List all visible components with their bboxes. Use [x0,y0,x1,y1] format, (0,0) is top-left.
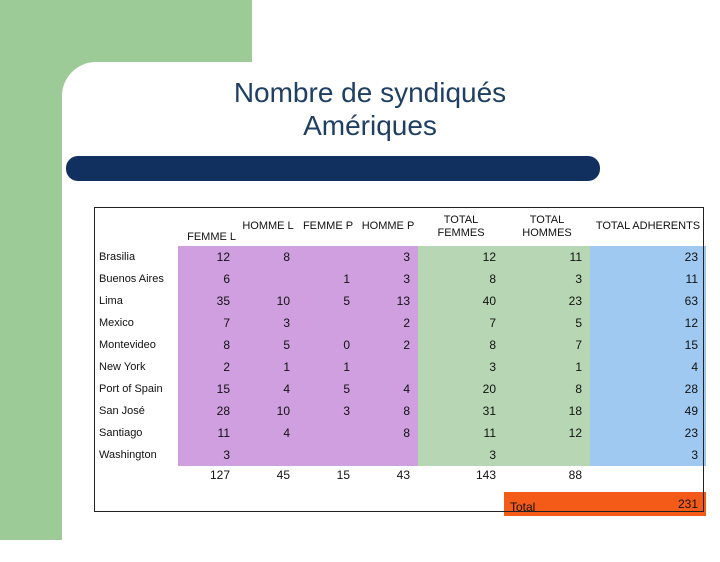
homme-p-cell: 2 [358,312,418,334]
homme-p-cell: 3 [358,268,418,290]
total-femme-p: 15 [336,468,350,482]
table-row [94,334,706,356]
homme-l-cell [238,444,298,466]
table-row [94,312,706,334]
header-empty-cell [94,207,178,246]
total-hommes-cell: 7 [504,334,590,356]
homme-p-cell: 2 [358,334,418,356]
homme-p-cell: 8 [358,422,418,444]
table-row [94,356,706,378]
city-cell: Washington [99,449,157,461]
total-total-hommes: 88 [568,468,582,482]
grand-total-spacer [238,492,298,516]
homme-p-cell [358,356,418,378]
homme-p-cell [358,444,418,466]
city-cell: Montevideo [99,339,156,351]
header-row [94,207,706,246]
header-homme-p: HOMME P [361,220,415,232]
total-hommes-cell [504,444,590,466]
header-femme-p: FEMME P [302,220,354,232]
header-femme-l: FEMME L [187,231,236,243]
femme-l-cell: 35 [178,290,238,312]
total-femmes-cell: 8 [418,334,504,356]
city-cell: Mexico [99,317,134,329]
total-femmes-cell: 3 [418,356,504,378]
total-femmes-cell: 3 [418,444,504,466]
total-femmes-cell: 20 [418,378,504,400]
grand-total-label: Total [504,492,590,516]
grand-total-spacer [178,492,238,516]
total-hommes-cell: 18 [504,400,590,422]
header-total-adherents: TOTAL ADHERENTS [595,220,701,232]
total-adherents-cell: 23 [590,422,706,444]
grand-total-spacer [418,492,504,516]
total-hommes-cell: 3 [504,268,590,290]
femme-p-cell: 1 [298,268,358,290]
femme-p-cell [298,312,358,334]
total-hommes-cell: 12 [504,422,590,444]
total-adherents-cell: 28 [590,378,706,400]
total-adherents-cell: 3 [590,444,706,466]
total-femme-l: 127 [209,468,230,482]
femme-l-cell: 7 [178,312,238,334]
femme-l-cell: 6 [178,268,238,290]
slide-title [150,76,590,142]
total-total-femmes: 143 [475,468,496,482]
city-cell: San José [99,405,145,417]
total-femmes-cell: 31 [418,400,504,422]
total-adherents-cell: 63 [590,290,706,312]
femme-l-cell: 12 [178,246,238,268]
table-row [94,378,706,400]
femme-p-cell: 3 [298,400,358,422]
femme-p-cell [298,246,358,268]
grand-total-spacer [358,492,418,516]
total-homme-l: 45 [276,468,290,482]
homme-l-cell: 5 [238,334,298,356]
total-hommes-cell: 23 [504,290,590,312]
total-femmes-cell: 12 [418,246,504,268]
title-line-2: Amériques [303,110,437,141]
femme-p-cell: 5 [298,290,358,312]
table-row [94,246,706,268]
grand-total-spacer [298,492,358,516]
total-femmes-cell: 11 [418,422,504,444]
total-femmes-cell: 40 [418,290,504,312]
city-cell: Buenos Aires [99,273,164,285]
city-cell: Port of Spain [99,383,163,395]
femme-l-cell: 3 [178,444,238,466]
femme-p-cell: 5 [298,378,358,400]
femme-p-cell [298,444,358,466]
title-underline-bar [66,156,600,181]
city-cell: New York [99,361,146,373]
total-hommes-cell: 5 [504,312,590,334]
homme-l-cell: 4 [238,378,298,400]
homme-l-cell: 3 [238,312,298,334]
total-hommes-cell: 8 [504,378,590,400]
header-total-femmes: TOTAL FEMMES [437,213,485,239]
total-adherents-cell: 12 [590,312,706,334]
grand-total-value: 231 [590,492,706,516]
femme-p-cell [298,422,358,444]
homme-p-cell: 8 [358,400,418,422]
city-cell: Santiago [99,427,143,439]
total-adherents-cell: 11 [590,268,706,290]
homme-p-cell: 3 [358,246,418,268]
total-adherents-cell: 49 [590,400,706,422]
city-cell: Lima [99,295,123,307]
homme-l-cell: 10 [238,400,298,422]
members-table [94,207,706,516]
table-row [94,290,706,312]
femme-l-cell: 15 [178,378,238,400]
femme-l-cell: 2 [178,356,238,378]
homme-l-cell: 10 [238,290,298,312]
total-adherents-cell: 4 [590,356,706,378]
total-femmes-cell: 8 [418,268,504,290]
header-total-hommes: TOTAL HOMMES [522,213,572,239]
total-hommes-cell: 1 [504,356,590,378]
homme-l-cell: 1 [238,356,298,378]
femme-l-cell: 8 [178,334,238,356]
femme-l-cell: 28 [178,400,238,422]
homme-l-cell: 8 [238,246,298,268]
header-homme-l: HOMME L [242,220,294,232]
total-homme-p: 43 [396,468,410,482]
table-row [94,400,706,422]
total-adherents-cell: 23 [590,246,706,268]
table-row [94,444,706,466]
total-femmes-cell: 7 [418,312,504,334]
homme-p-cell: 13 [358,290,418,312]
grand-total-spacer [94,492,178,516]
femme-p-cell: 1 [298,356,358,378]
table-row [94,422,706,444]
femme-p-cell: 0 [298,334,358,356]
homme-l-cell [238,268,298,290]
homme-p-cell: 4 [358,378,418,400]
totals-empty-cell [94,466,178,492]
table-row [94,268,706,290]
totals-spacer [590,466,706,492]
city-cell: Brasilia [99,251,136,263]
grand-total-row [94,492,706,516]
total-adherents-cell: 15 [590,334,706,356]
totals-row [94,466,706,492]
homme-l-cell: 4 [238,422,298,444]
femme-l-cell: 11 [178,422,238,444]
title-line-1: Nombre de syndiqués [233,77,507,108]
total-hommes-cell: 11 [504,246,590,268]
